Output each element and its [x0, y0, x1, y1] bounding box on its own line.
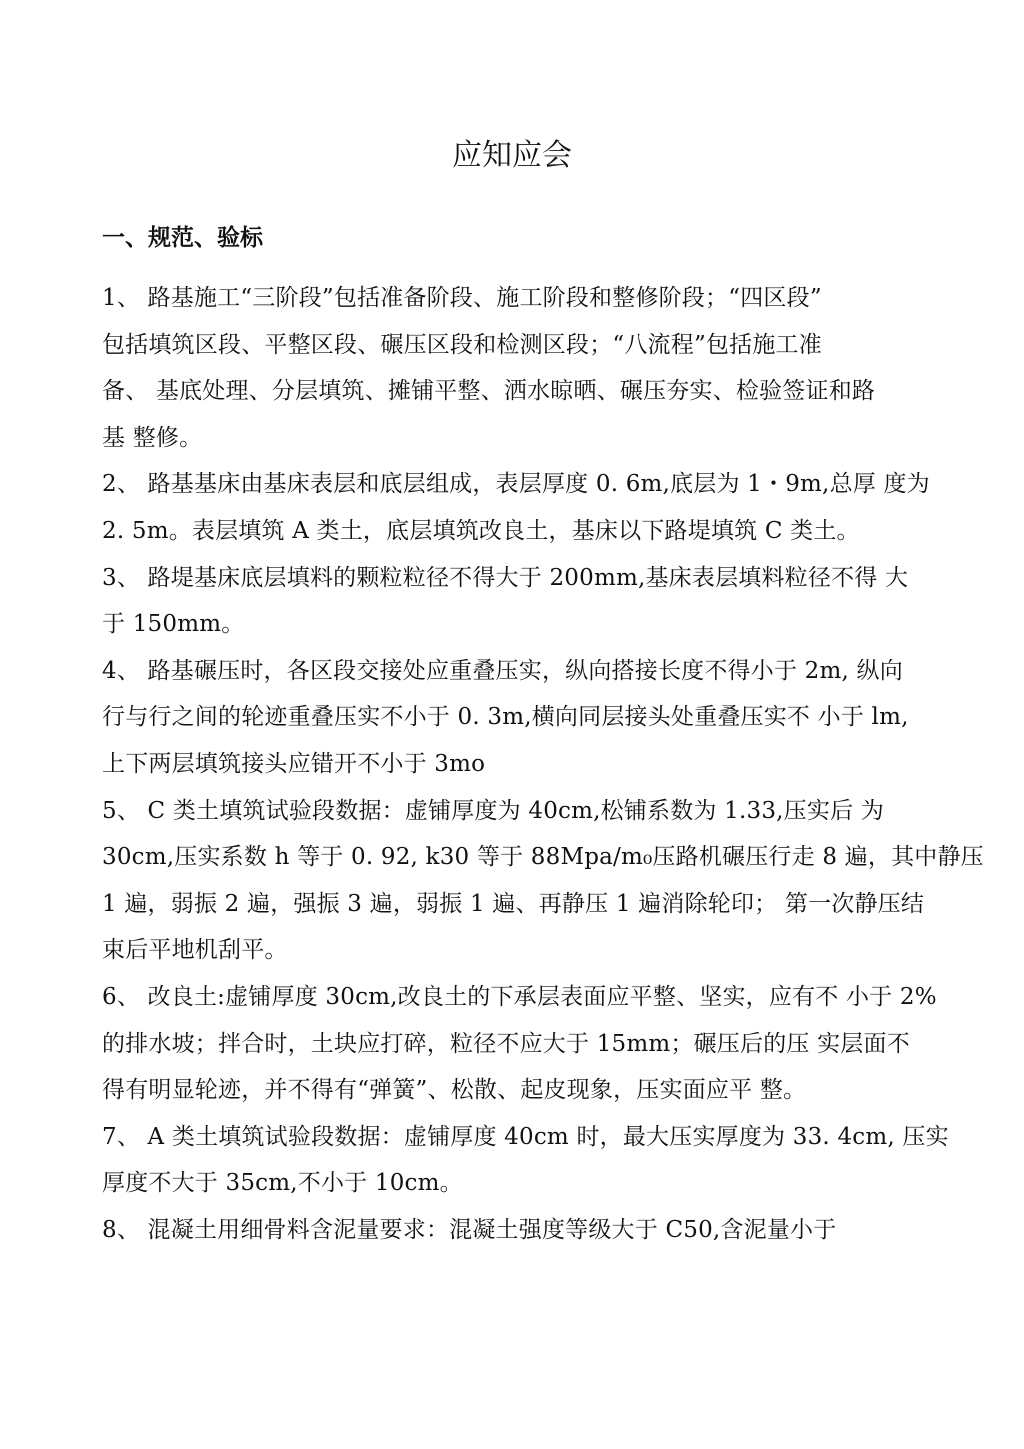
list-item — [102, 1114, 948, 1207]
list-item — [102, 275, 948, 461]
paragraph-line: 行与行之间的轮迹重叠压实不小于 0. 3m,横向同层接头处重叠压实不 小于 lm, — [102, 704, 909, 731]
list-item — [102, 555, 948, 648]
paragraph-line: 包括填筑区段、平整区段、碾压区段和检测区段；“八流程”包括施工准 — [102, 331, 822, 358]
list-item — [102, 788, 984, 974]
paragraph-line: 于 150mm。 — [102, 611, 245, 638]
paragraph-line: 束后平地机刮平。 — [102, 937, 288, 964]
paragraph-line: 5、 C 类土填筑试验段数据：虚铺厚度为 40cm,松铺系数为 1.33,压实后 为 — [102, 797, 884, 824]
list-item — [102, 648, 948, 788]
paragraph-line: 1、 路基施工“三阶段”包括准备阶段、施工阶段和整修阶段；“四区段” — [102, 285, 822, 311]
document-body — [102, 275, 984, 1253]
paragraph-line: 7、 A 类土填筑试验段数据：虚铺厚度 40cm 时，最大压实厚度为 33. 4cm, 压实 — [102, 1123, 949, 1150]
paragraph-line: 备、 基底处理、分层填筑、摊铺平整、洒水晾晒、碾压夯实、检验签证和路 — [102, 378, 876, 405]
paragraph-line: 2. 5m。表层填筑 A 类土，底层填筑改良土，基床以下路堤填筑 C 类土。 — [102, 517, 860, 544]
paragraph-line: 4、 路基碾压时，各区段交接处应重叠压实，纵向搭接长度不得小于 2m, 纵向 — [102, 657, 903, 684]
paragraph-line: 的排水坡；拌合时，土块应打碎，粒径不应大于 15mm；碾压后的压 实层面不 — [102, 1030, 910, 1057]
list-item — [102, 974, 948, 1114]
list-item — [102, 461, 948, 554]
paragraph-line: 30cm,压实系数 h 等于 0. 92, k30 等于 88Mpa/m₀压路机碾压行走 8 遍，其中静压 — [102, 844, 984, 871]
list-item — [102, 1207, 948, 1254]
paragraph-line: 3、 路堤基床底层填料的颗粒粒径不得大于 200mm,基床表层填料粒径不得 大 — [102, 564, 909, 591]
paragraph-line: 1 遍，弱振 2 遍，强振 3 遍，弱振 1 遍、再静压 1 遍消除轮印； 第一次静压结 — [102, 890, 925, 917]
paragraph-line: 2、 路基基床由基床表层和底层组成，表层厚度 0. 6m,底层为 1・9m,总厚 度为 — [102, 471, 930, 498]
section-heading: 一、规范、验标 — [102, 224, 263, 251]
paragraph-line: 8、 混凝土用细骨料含泥量要求：混凝土强度等级大于 C50,含泥量小于 — [102, 1216, 837, 1243]
paragraph-line: 得有明显轮迹，并不得有“弹簧”、松散、起皮现象，压实面应平 整。 — [102, 1077, 807, 1104]
paragraph-line: 基 整修。 — [102, 424, 203, 451]
paragraph-line: 上下两层填筑接头应错开不小于 3mo — [102, 750, 486, 777]
paragraph-line: 6、 改良土:虚铺厚度 30cm,改良土的下承层表面应平整、坚实，应有不 小于 2% — [102, 983, 937, 1010]
paragraph-line: 厚度不大于 35cm,不小于 10cm。 — [102, 1170, 463, 1197]
page-title: 应知应会 — [452, 138, 572, 173]
